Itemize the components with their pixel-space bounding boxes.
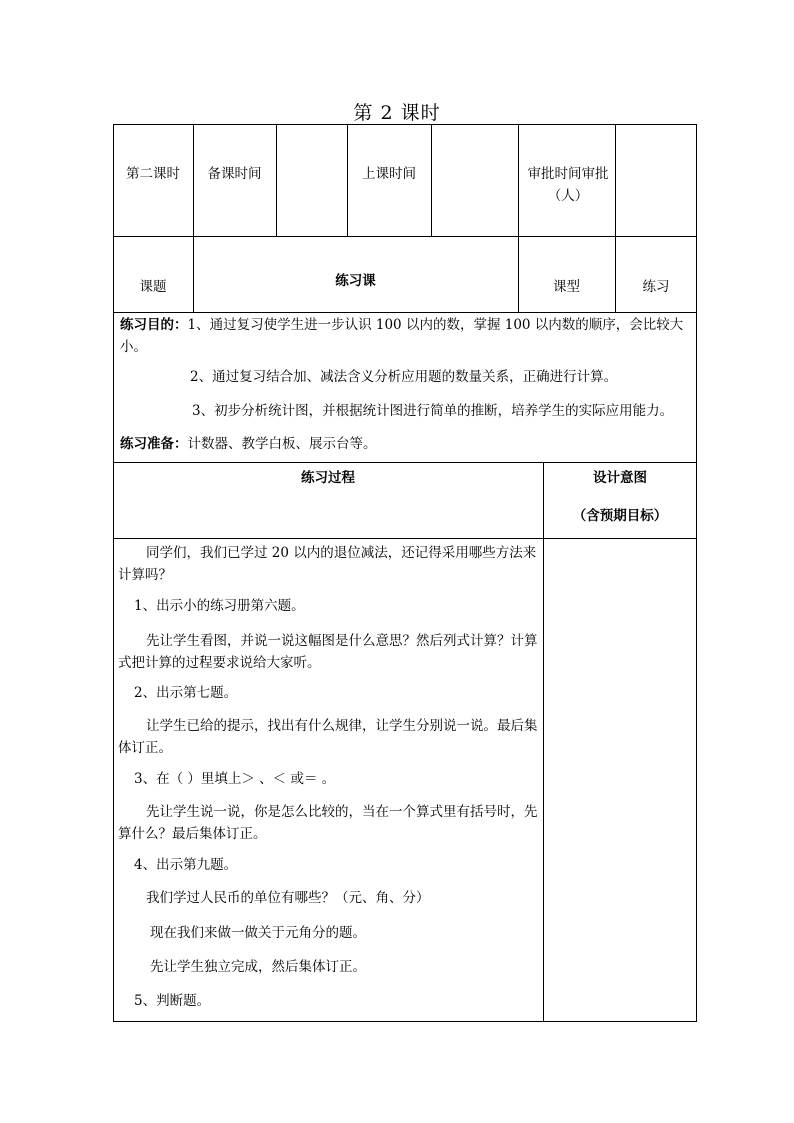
prep-value: 计数器、教学白板、展示台等。: [187, 436, 377, 452]
process-paragraph: 我们学过人民币的单位有哪些？（元、角、分）: [146, 890, 430, 906]
process-header: 练习过程: [301, 470, 355, 486]
process-paragraph: 5、判断题。: [134, 993, 211, 1009]
goal-item-1: [120, 314, 692, 358]
goals-label: 练习目的：: [120, 317, 188, 333]
process-paragraph: 先让学生说一说，你是怎么比较的，当在一个算式里有括号时，先算什么？最后集体订正。: [118, 804, 538, 842]
page-title: 第 2 课时: [353, 102, 441, 124]
goal-item-2: 2、通过复习结合加、减法含义分析应用题的数量关系，正确进行计算。: [190, 369, 618, 385]
prep-line: [120, 433, 692, 455]
process-paragraph: 让学生已给的提示，找出有什么规律，让学生分别说一说。最后集体订正。: [118, 718, 538, 756]
row-divider: [113, 538, 697, 539]
prep-time-label: 备课时间: [207, 166, 262, 182]
process-paragraph: 4、出示第九题。: [134, 857, 238, 873]
intent-subheader: （含预期目标）: [572, 508, 668, 524]
type-label: 课型: [553, 279, 580, 295]
row-divider: [113, 236, 697, 237]
row-divider: [113, 462, 697, 463]
process-paragraph: 3、在（ ）里填上＞ 、＜ 或＝ 。: [134, 771, 336, 787]
class-time-label: 上课时间: [362, 166, 416, 182]
process-paragraph: 先让学生看图，并说一说这幅图是什么意思？然后列式计算？计算式把计算的过程要求说给大家听。: [118, 633, 538, 671]
intent-header: 设计意图: [593, 470, 647, 486]
col-divider: [543, 462, 544, 1022]
lesson-number: 第二课时: [126, 166, 180, 182]
process-paragraph: 1、出示小的练习册第六题。: [134, 598, 305, 614]
topic-value: 练习课: [335, 273, 376, 289]
process-paragraph: 2、出示第七题。: [134, 685, 238, 701]
col-divider: [276, 124, 277, 236]
col-divider: [431, 124, 432, 236]
process-paragraph: 先让学生独立完成，然后集体订正。: [150, 959, 366, 975]
review-time-label: 审批时间审批（人）: [527, 166, 609, 204]
prep-label: 练习准备：: [120, 436, 188, 452]
topic-label: 课题: [139, 279, 167, 295]
goal-text: 1、通过复习使学生进一步认识 100 以内的数，掌握 100 以内数的顺序，会比较大小。: [120, 317, 684, 355]
type-value: 练习: [642, 279, 670, 295]
row-divider: [113, 312, 697, 313]
process-paragraph: 现在我们来做一做关于元角分的题。: [150, 925, 366, 941]
goal-item-3: 3、初步分析统计图，并根据统计图进行简单的推断，培养学生的实际应用能力。: [192, 403, 674, 419]
process-paragraph: 同学们，我们已学过 20 以内的退位减法，还记得采用哪些方法来计算吗？: [118, 545, 537, 583]
